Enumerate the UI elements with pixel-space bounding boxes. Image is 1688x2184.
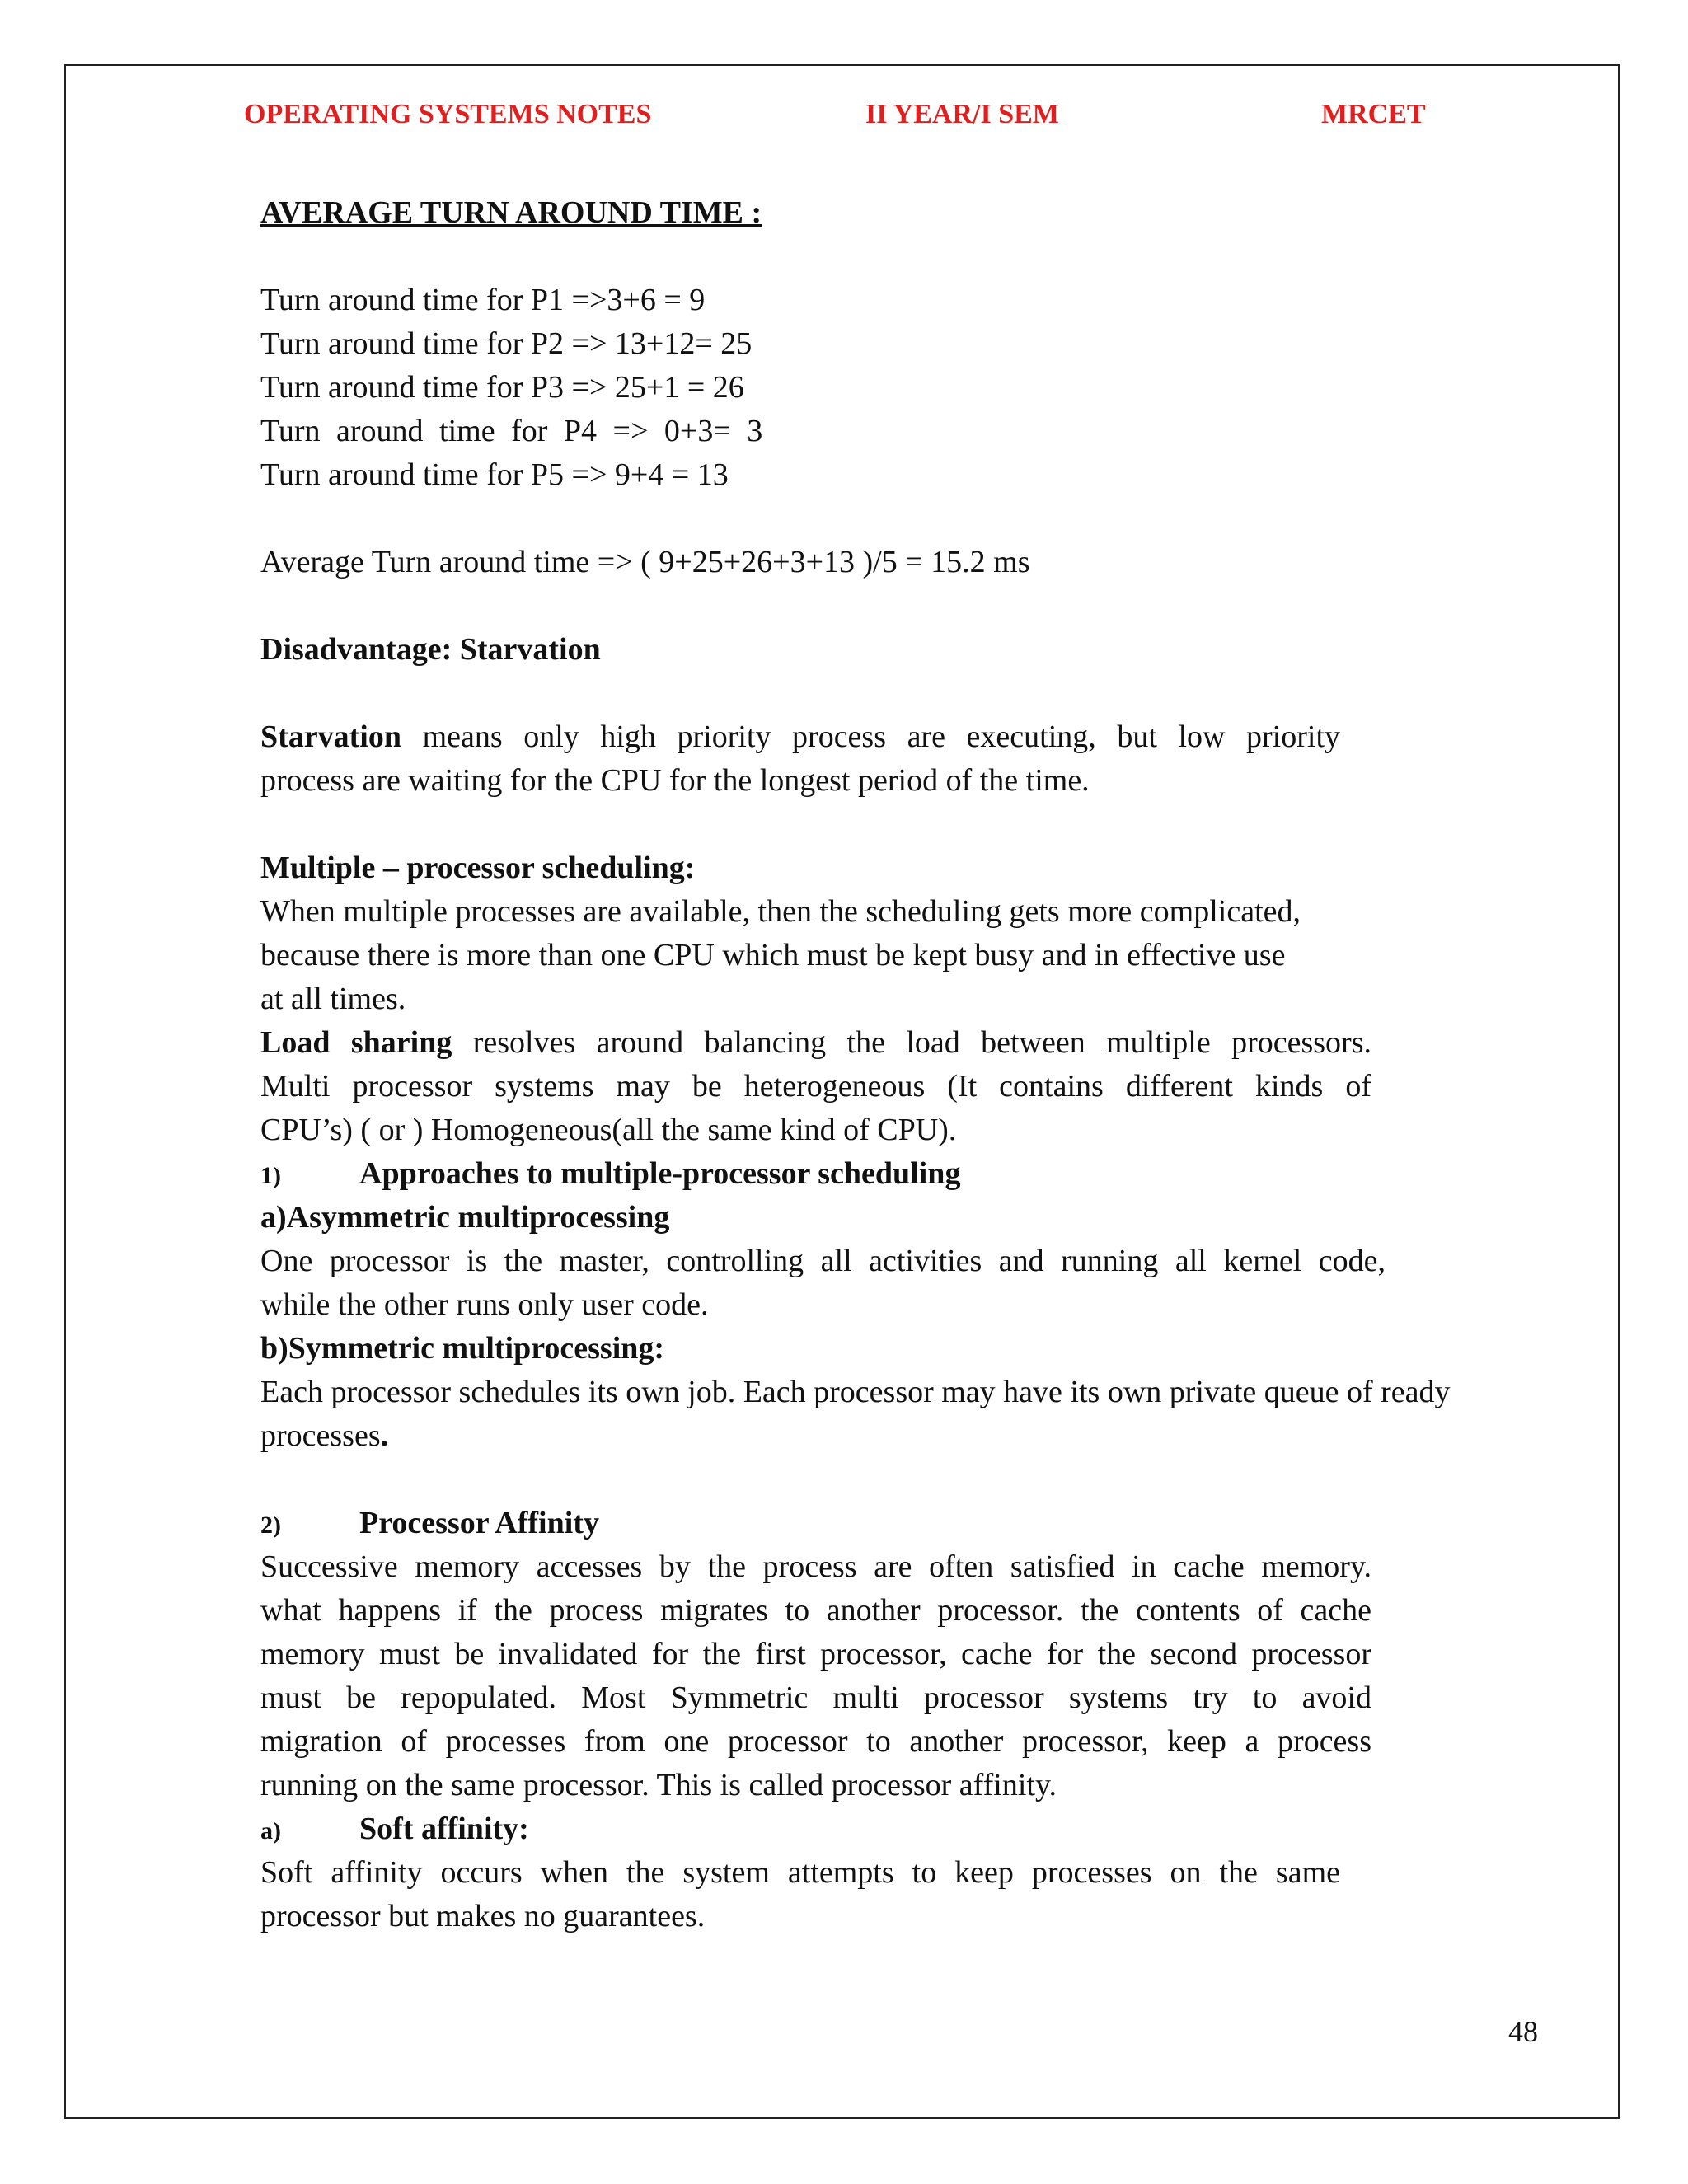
affinity-line-4: must be repopulated. Most Symmetric multi processor systems try to avoid xyxy=(260,1680,1372,1715)
average-tat-line: Average Turn around time => ( 9+25+26+3+13 )/5 = 15.2 ms xyxy=(260,545,1030,579)
load-line-1: Multi processor systems may be heterogeneous (It contains different kinds of xyxy=(260,1069,1372,1104)
starvation-line-2: process are waiting for the CPU for the longest period of the time. xyxy=(260,763,1090,798)
tat-line-p5: Turn around time for P5 => 9+4 = 13 xyxy=(260,457,729,492)
multi-heading: Multiple – processor scheduling: xyxy=(260,851,696,885)
section-title: AVERAGE TURN AROUND TIME : xyxy=(260,195,762,230)
affinity-heading-line xyxy=(260,1502,1546,1545)
page-content xyxy=(260,191,1546,1938)
header-year: II YEAR/I SEM xyxy=(865,99,1059,129)
symmetric-line-2-dot: . xyxy=(380,1418,389,1453)
affinity-line-6: running on the same processor. This is called processor affinity. xyxy=(260,1768,1057,1802)
starvation-line-1 xyxy=(260,715,1340,759)
approaches-heading: Approaches to multiple-processor scheduling xyxy=(359,1156,961,1191)
soft-affinity-line-2: processor but makes no guarantees. xyxy=(260,1899,706,1933)
affinity-line-5: migration of processes from one processor to another processor, keep a process xyxy=(260,1724,1372,1759)
tat-line-p4: Turn around time for P4 => 0+3= 3 xyxy=(260,414,763,448)
tat-line-p1: Turn around time for P1 =>3+6 = 9 xyxy=(260,283,706,317)
starvation-text: means only high priority process are executing, but low priority xyxy=(422,719,1341,754)
approaches-heading-line xyxy=(260,1152,1546,1196)
starvation-term: Starvation xyxy=(260,719,401,754)
affinity-heading: Processor Affinity xyxy=(359,1506,599,1540)
symmetric-line-2-text: processes xyxy=(260,1418,381,1453)
load-sharing-term: Load sharing xyxy=(260,1025,452,1060)
multi-line-3: at all times. xyxy=(260,982,406,1016)
header-college: MRCET xyxy=(1321,99,1426,129)
header-course: OPERATING SYSTEMS NOTES xyxy=(244,99,652,129)
soft-affinity-heading: Soft affinity: xyxy=(359,1811,529,1846)
soft-affinity-heading-line xyxy=(260,1807,1546,1851)
affinity-line-1: Successive memory accesses by the process are often satisfied in cache memory. xyxy=(260,1549,1372,1584)
affinity-line-3: memory must be invalidated for the first processor, cache for the second processor xyxy=(260,1637,1372,1671)
asymmetric-line-2: while the other runs only user code. xyxy=(260,1287,709,1322)
approaches-number: 1) xyxy=(260,1162,281,1189)
soft-affinity-number: a) xyxy=(260,1817,281,1844)
symmetric-line-2 xyxy=(260,1414,1546,1458)
affinity-number: 2) xyxy=(260,1511,281,1539)
tat-line-p2: Turn around time for P2 => 13+12= 25 xyxy=(260,326,753,361)
load-line-2: CPU’s) ( or ) Homogeneous(all the same kind of CPU). xyxy=(260,1113,957,1147)
symmetric-line-1: Each processor schedules its own job. Each processor may have its own private queue of ready xyxy=(260,1375,1451,1409)
tat-line-p3: Turn around time for P3 => 25+1 = 26 xyxy=(260,370,744,405)
asymmetric-line-1: One processor is the master, controlling all activities and running all kernel code, xyxy=(260,1244,1386,1278)
multi-line-1: When multiple processes are available, then the scheduling gets more complicated, xyxy=(260,894,1301,929)
disadvantage-heading: Disadvantage: Starvation xyxy=(260,632,601,667)
load-sharing-line xyxy=(260,1021,1372,1065)
affinity-line-2: what happens if the process migrates to another processor. the contents of cache xyxy=(260,1593,1372,1628)
multi-line-2: because there is more than one CPU which must be kept busy and in effective use xyxy=(260,938,1286,972)
load-sharing-text: resolves around balancing the load between multiple processors. xyxy=(472,1025,1372,1060)
soft-affinity-line-1: Soft affinity occurs when the system attempts to keep processes on the same xyxy=(260,1855,1340,1890)
symmetric-heading: b)Symmetric multiprocessing: xyxy=(260,1331,665,1366)
page-number: 48 xyxy=(1508,2015,1538,2048)
asymmetric-heading: a)Asymmetric multiprocessing xyxy=(260,1200,670,1235)
